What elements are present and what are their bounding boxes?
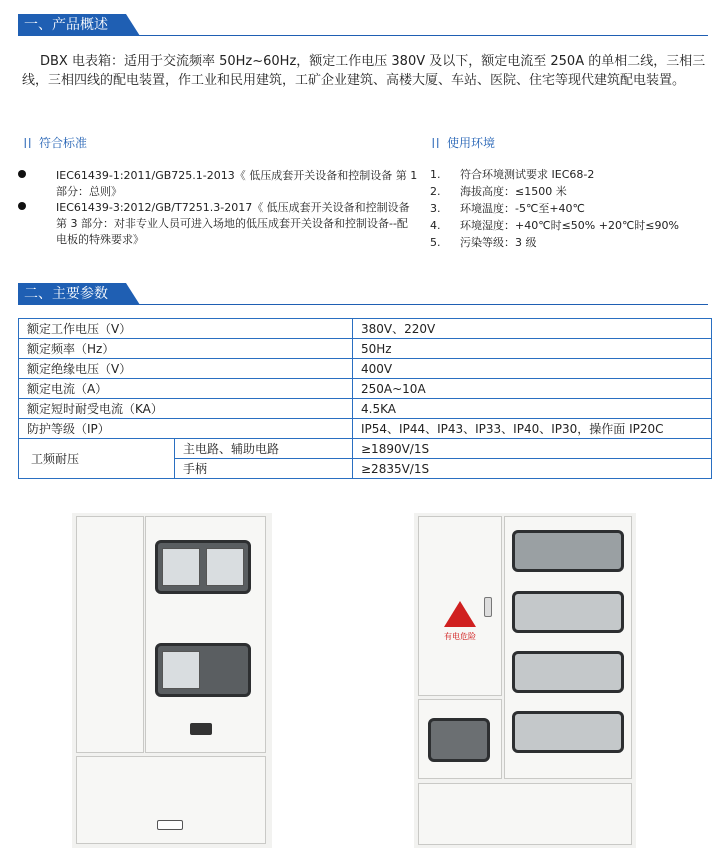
product-photo-1	[72, 513, 272, 848]
meter-window	[512, 651, 624, 693]
meter-icon	[162, 548, 200, 586]
warning-icon	[444, 601, 476, 627]
param-value: 50Hz	[353, 339, 712, 359]
item-number: 3.	[430, 202, 441, 215]
item-text: 污染等级：3 级	[460, 236, 537, 249]
standards-heading	[22, 134, 87, 151]
lock-icon	[190, 723, 212, 735]
table-row	[19, 379, 712, 399]
parameters-table	[18, 318, 712, 479]
section-header-overview	[18, 14, 708, 36]
section-header-parameters	[18, 283, 708, 305]
standard-text: IEC61439-3:2012/GB/T7251.3-2017《 低压成套开关设备和控制设备 第 3 部分：对非专业人员可进入场地的低压成套开关设备和控制设备--配电板的特殊要求》	[56, 201, 410, 246]
param-value: 380V、220V	[353, 319, 712, 339]
item-text: 符合环境测试要求 IEC68-2	[460, 168, 595, 181]
param-label: 防护等级（IP）	[19, 419, 353, 439]
table-row	[19, 419, 712, 439]
table-row	[19, 319, 712, 339]
param-value: ≥2835V/1S	[353, 459, 712, 479]
meter-icon	[206, 548, 244, 586]
item-text: 海拔高度：≤1500 米	[460, 185, 567, 198]
environment-title: 使用环境	[447, 136, 496, 150]
item-number: 4.	[430, 219, 441, 232]
standard-item	[18, 200, 418, 248]
item-text: 环境温度：-5℃至+40℃	[460, 202, 585, 215]
param-value: IP54、IP44、IP43、IP33、IP40、IP30，操作面 IP20C	[353, 419, 712, 439]
param-label: 额定短时耐受电流（KA）	[19, 399, 353, 419]
warning-label: 有电危险	[444, 632, 476, 641]
standard-text: IEC61439-1:2011/GB725.1-2013《 低压成套开关设备和控制设备 第 1 部分：总则》	[56, 169, 418, 198]
table-row	[19, 339, 712, 359]
handle-icon	[484, 597, 492, 617]
meter-icon	[162, 651, 200, 689]
item-number: 2.	[430, 185, 441, 198]
meter-window	[512, 591, 624, 633]
divider	[126, 35, 708, 36]
divider	[126, 304, 708, 305]
list-item	[430, 200, 715, 217]
handle-icon	[157, 820, 183, 830]
param-value: 4.5KA	[353, 399, 712, 419]
section-title: 二、主要参数	[18, 283, 126, 305]
list-item	[430, 217, 715, 234]
item-number: 5.	[430, 236, 441, 249]
cabinet-bottom-panel	[76, 756, 266, 844]
cabinet-door-left	[76, 516, 144, 753]
table-row	[19, 399, 712, 419]
meter-window	[512, 711, 624, 753]
item-number: 1.	[430, 168, 441, 181]
intro-paragraph: DBX 电表箱：适用于交流频率 50Hz~60Hz，额定工作电压 380V 及以下，额定电流至 250A 的单相二线，三相三线，三相四线的配电装置，作工业和民用建筑，工矿企业建筑、高楼大厦、车站、医院、住宅等现代建筑配电装置。	[22, 54, 706, 88]
param-sublabel: 主电路、辅助电路	[175, 439, 353, 459]
param-value: ≥1890V/1S	[353, 439, 712, 459]
bullet-icon	[18, 170, 26, 178]
bar-icon	[433, 138, 439, 148]
item-text: 环境湿度：+40℃时≤50% +20℃时≤90%	[460, 219, 679, 232]
param-label: 工频耐压	[19, 439, 175, 479]
environment-heading	[430, 134, 495, 151]
environment-list	[430, 166, 715, 251]
table-row	[19, 359, 712, 379]
meter-window	[428, 718, 490, 762]
section-title: 一、产品概述	[18, 14, 126, 36]
table-row	[19, 439, 712, 459]
standard-item	[18, 168, 418, 200]
param-label: 额定绝缘电压（V）	[19, 359, 353, 379]
param-label: 额定工作电压（V）	[19, 319, 353, 339]
list-item	[430, 183, 715, 200]
meter-window	[512, 530, 624, 572]
param-value: 400V	[353, 359, 712, 379]
bullet-icon	[18, 202, 26, 210]
param-value: 250A~10A	[353, 379, 712, 399]
cabinet-bottom-panel	[418, 783, 632, 845]
product-photo-2	[414, 513, 636, 848]
param-label: 额定频率（Hz）	[19, 339, 353, 359]
standards-title: 符合标准	[39, 136, 88, 150]
param-label: 额定电流（A）	[19, 379, 353, 399]
list-item	[430, 234, 715, 251]
list-item	[430, 166, 715, 183]
param-sublabel: 手柄	[175, 459, 353, 479]
bar-icon	[25, 138, 31, 148]
